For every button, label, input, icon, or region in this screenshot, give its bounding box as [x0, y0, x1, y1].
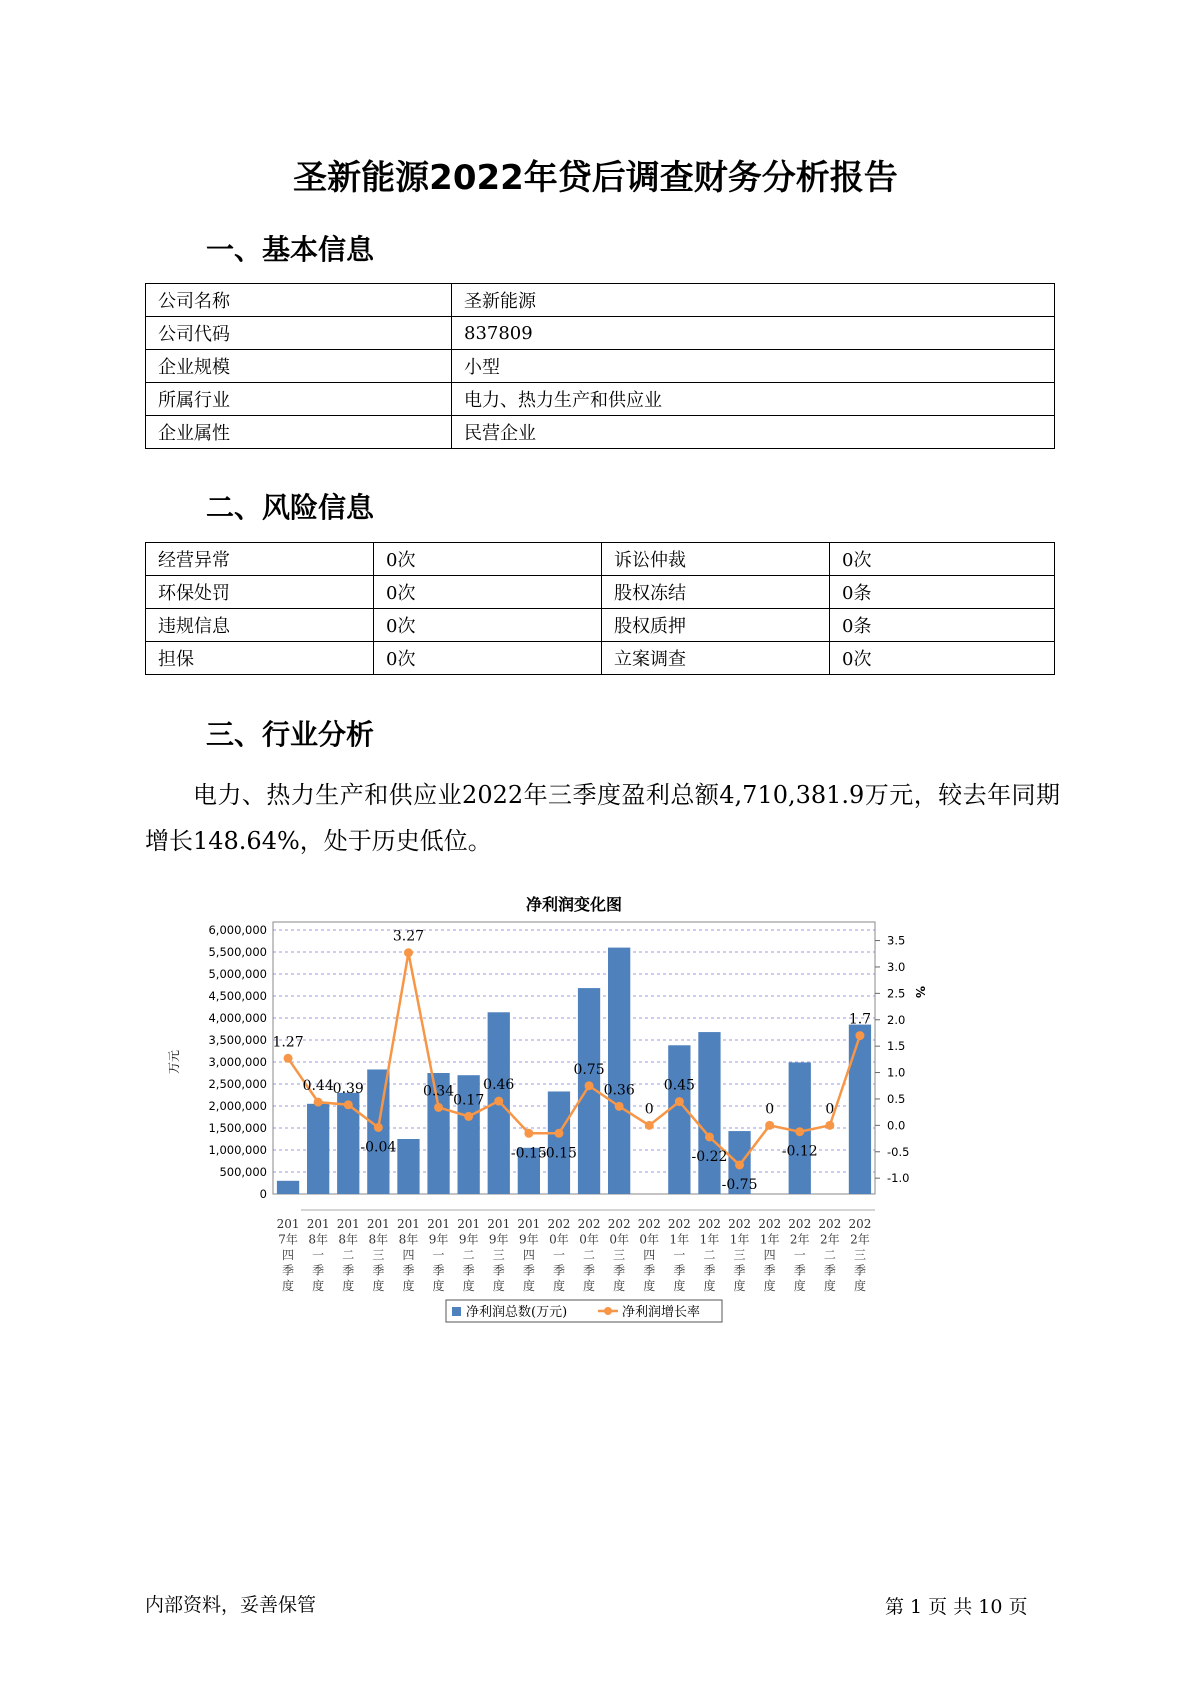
risk-info-value2: 0条	[830, 576, 1055, 609]
y2-tick-label: 0.5	[887, 1091, 906, 1106]
footer-page-number: 第 1 页 共 10 页	[885, 1596, 1028, 1618]
net-profit-chart-svg	[167, 888, 988, 1348]
risk-info-label1: 违规信息	[146, 609, 374, 642]
risk-info-value1: 0次	[374, 576, 602, 609]
growth-rate-point	[855, 1031, 864, 1040]
basic-info-value: 小型	[452, 350, 1055, 383]
y2-tick-label: -1.0	[887, 1171, 910, 1186]
basic-info-row	[146, 317, 1055, 350]
y-tick-label: 5,500,000	[208, 945, 267, 959]
growth-rate-point	[825, 1121, 834, 1130]
growth-rate-point	[464, 1112, 473, 1121]
x-category-label: 202 1年一季度	[667, 1217, 691, 1293]
y-tick-label: 4,000,000	[208, 1011, 267, 1025]
growth-rate-point	[735, 1160, 744, 1169]
growth-rate-point	[585, 1081, 594, 1090]
risk-info-label2: 股权冻结	[602, 576, 830, 609]
legend-bar-swatch	[452, 1307, 461, 1316]
x-category-label: 201 9年三季度	[487, 1217, 511, 1293]
basic-info-row	[146, 350, 1055, 383]
section-title-basic: 一、基本信息	[206, 233, 375, 266]
x-category-label: 202 2年二季度	[818, 1217, 842, 1293]
y-tick-label: 2,500,000	[208, 1077, 267, 1091]
y-axis-label: 万元	[167, 1049, 181, 1075]
section-title-industry: 三、行业分析	[206, 718, 375, 751]
y2-tick-label: 0.0	[887, 1118, 906, 1133]
x-category-label: 202 1年三季度	[728, 1217, 752, 1293]
basic-info-row	[146, 284, 1055, 317]
document-title: 圣新能源2022年贷后调查财务分析报告	[293, 158, 898, 198]
growth-rate-point	[765, 1121, 774, 1130]
bar	[548, 1091, 570, 1194]
risk-info-label2: 立案调查	[602, 642, 830, 675]
risk-info-value2: 0条	[830, 609, 1055, 642]
basic-info-value: 民营企业	[452, 416, 1055, 449]
y-tick-label: 5,000,000	[208, 967, 267, 981]
risk-info-label2: 股权质押	[602, 609, 830, 642]
growth-rate-data-label: 1.7	[848, 1011, 872, 1028]
y-tick-label: 0	[259, 1187, 267, 1201]
growth-rate-data-label: 3.27	[392, 928, 425, 945]
growth-rate-data-label: 0.17	[453, 1092, 485, 1109]
x-category-label: 201 8年三季度	[366, 1217, 390, 1293]
y-tick-label: 1,000,000	[208, 1143, 267, 1157]
bar	[397, 1139, 419, 1194]
x-category-label: 202 0年二季度	[577, 1217, 601, 1293]
growth-rate-data-label: 0.36	[603, 1082, 635, 1099]
section-title-risk: 二、风险信息	[206, 491, 375, 524]
growth-rate-data-label: 0.46	[483, 1077, 515, 1094]
net-profit-chart	[167, 888, 988, 1348]
y2-tick-label: 1.0	[887, 1065, 906, 1080]
growth-rate-data-label: -0.04	[360, 1139, 397, 1156]
growth-rate-point	[404, 948, 413, 957]
x-category-label: 201 8年二季度	[336, 1217, 360, 1293]
basic-info-row	[146, 383, 1055, 416]
risk-info-row	[146, 576, 1055, 609]
growth-rate-point	[675, 1097, 684, 1106]
y-tick-label: 1,500,000	[208, 1121, 267, 1135]
y2-tick-label: 3.5	[887, 933, 906, 948]
growth-rate-data-label: -0.15	[540, 1145, 577, 1162]
risk-info-value2: 0次	[830, 642, 1055, 675]
bar	[307, 1104, 329, 1194]
bar	[277, 1181, 299, 1194]
y2-tick-label: -0.5	[887, 1144, 910, 1159]
basic-info-label: 所属行业	[146, 383, 452, 416]
basic-info-value: 圣新能源	[452, 284, 1055, 317]
x-category-label: 202 0年一季度	[547, 1217, 571, 1293]
x-category-label: 201 9年四季度	[517, 1217, 541, 1293]
basic-info-value: 电力、热力生产和供应业	[452, 383, 1055, 416]
growth-rate-data-label: -0.75	[721, 1176, 758, 1193]
x-category-label: 202 0年三季度	[607, 1217, 631, 1293]
y-tick-label: 500,000	[219, 1165, 267, 1179]
growth-rate-point	[314, 1098, 323, 1107]
y2-axis-label: %	[913, 985, 927, 999]
x-category-label: 201 9年二季度	[457, 1217, 481, 1293]
basic-info-label: 企业属性	[146, 416, 452, 449]
growth-rate-point	[524, 1129, 533, 1138]
y-tick-label: 3,000,000	[208, 1055, 267, 1069]
growth-rate-data-label: -0.15	[510, 1145, 547, 1162]
y-tick-label: 3,500,000	[208, 1033, 267, 1047]
basic-info-label: 公司代码	[146, 317, 452, 350]
risk-info-row	[146, 543, 1055, 576]
growth-rate-point	[615, 1102, 624, 1111]
growth-rate-data-label: 0.75	[573, 1061, 605, 1078]
risk-info-value1: 0次	[374, 543, 602, 576]
bar	[849, 1025, 871, 1194]
growth-rate-point	[705, 1132, 714, 1141]
risk-info-label1: 担保	[146, 642, 374, 675]
basic-info-label: 公司名称	[146, 284, 452, 317]
x-category-label: 202 2年三季度	[848, 1217, 872, 1293]
y2-tick-label: 1.5	[887, 1039, 906, 1054]
risk-info-row	[146, 642, 1055, 675]
legend-line-marker	[604, 1307, 612, 1315]
growth-rate-data-label: 0.45	[663, 1077, 695, 1094]
chart-title: 净利润变化图	[525, 895, 623, 914]
bar	[608, 948, 630, 1194]
basic-info-label: 企业规模	[146, 350, 452, 383]
x-category-label: 201 8年四季度	[396, 1217, 420, 1293]
basic-info-value: 837809	[452, 317, 1055, 350]
risk-info-label2: 诉讼仲裁	[602, 543, 830, 576]
growth-rate-point	[374, 1123, 383, 1132]
x-category-label: 201 7年四季度	[276, 1217, 300, 1293]
risk-info-value1: 0次	[374, 642, 602, 675]
growth-rate-point	[494, 1097, 503, 1106]
growth-rate-point	[434, 1103, 443, 1112]
risk-info-row	[146, 609, 1055, 642]
growth-rate-data-label: 0.34	[422, 1083, 455, 1100]
growth-rate-data-label: 1.27	[272, 1034, 304, 1051]
risk-info-table	[145, 542, 1055, 675]
risk-info-value1: 0次	[374, 609, 602, 642]
growth-rate-data-label: 0	[825, 1101, 835, 1118]
y-tick-label: 4,500,000	[208, 989, 267, 1003]
x-category-label: 202 1年二季度	[697, 1217, 721, 1293]
growth-rate-data-label: 0.44	[302, 1078, 334, 1095]
x-category-label: 202 1年四季度	[758, 1217, 782, 1293]
growth-rate-point	[645, 1121, 654, 1130]
growth-rate-data-label: -0.22	[691, 1148, 728, 1165]
y-tick-label: 2,000,000	[208, 1099, 267, 1113]
risk-info-label1: 经营异常	[146, 543, 374, 576]
industry-analysis-text: 电力、热力生产和供应业2022年三季度盈利总额4,710,381.9万元，较去年同期增长148.64%，处于历史低位。	[145, 781, 1060, 855]
growth-rate-data-label: 0.39	[332, 1080, 364, 1097]
risk-info-label1: 环保处罚	[146, 576, 374, 609]
bar	[668, 1045, 690, 1194]
legend-bar-label: 净利润总数(万元)	[466, 1305, 568, 1320]
x-category-label: 202 2年一季度	[788, 1217, 812, 1293]
growth-rate-data-label: 0	[765, 1101, 775, 1118]
growth-rate-data-label: -0.12	[781, 1143, 818, 1160]
risk-info-value2: 0次	[830, 543, 1055, 576]
growth-rate-point	[344, 1100, 353, 1109]
footer-confidential: 内部资料，妥善保管	[145, 1594, 317, 1616]
x-category-label: 201 9年一季度	[427, 1217, 451, 1293]
bar	[698, 1032, 720, 1194]
y-tick-label: 6,000,000	[208, 923, 267, 937]
x-category-label: 202 0年四季度	[637, 1217, 661, 1293]
y2-tick-label: 2.5	[887, 986, 906, 1001]
basic-info-row	[146, 416, 1055, 449]
x-category-label: 201 8年一季度	[306, 1217, 330, 1293]
y2-tick-label: 3.0	[887, 959, 906, 974]
growth-rate-data-label: 0	[644, 1101, 654, 1118]
legend-line-label: 净利润增长率	[622, 1305, 701, 1320]
y2-tick-label: 2.0	[887, 1012, 906, 1027]
growth-rate-point	[284, 1054, 293, 1063]
basic-info-table	[145, 283, 1055, 449]
growth-rate-point	[795, 1127, 804, 1136]
growth-rate-point	[554, 1129, 563, 1138]
